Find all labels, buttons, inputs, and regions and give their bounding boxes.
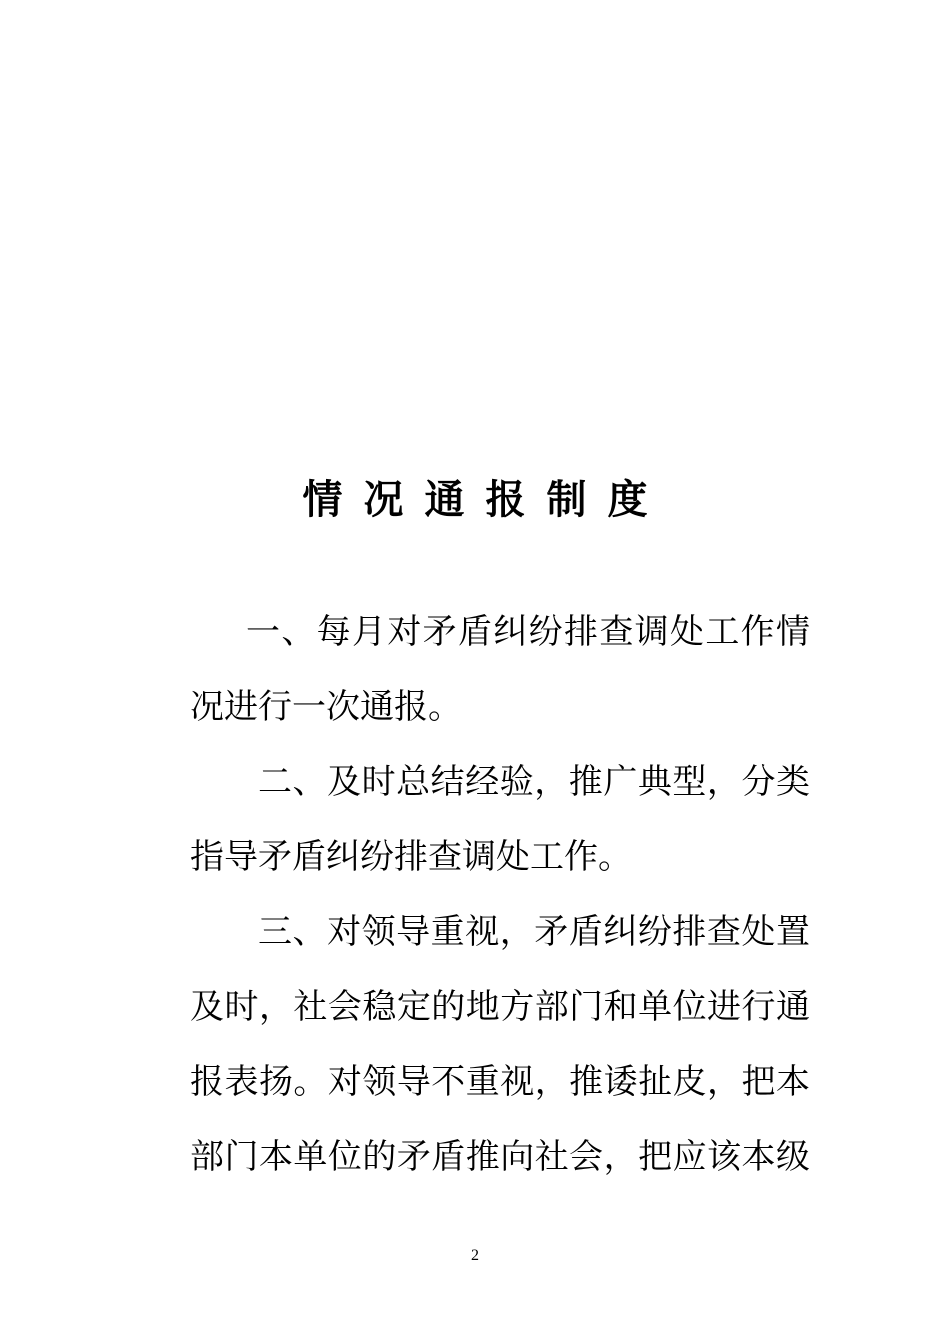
paragraph-3-line-2: 及时，社会稳定的地方部门和单位进行通 [190,987,810,1027]
paragraph-2-line-2: 指导矛盾纠纷排查调处工作。 [190,837,632,877]
paragraph-3-line-4: 部门本单位的矛盾推向社会，把应该本级 [190,1137,810,1177]
paragraph-2-line-1: 二、及时总结经验，推广典型，分类 [258,762,810,802]
paragraph-3-line-3: 报表扬。对领导不重视，推诿扯皮，把本 [190,1062,810,1102]
paragraph-1-line-1: 一、每月对矛盾纠纷排查调处工作情 [246,612,810,652]
document-title: 情况通报制度 [302,477,669,523]
paragraph-3-line-1: 三、对领导重视，矛盾纠纷排查处置 [258,912,810,952]
paragraph-1-line-2: 况进行一次通报。 [190,687,462,727]
page-number: 2 [471,1247,479,1264]
